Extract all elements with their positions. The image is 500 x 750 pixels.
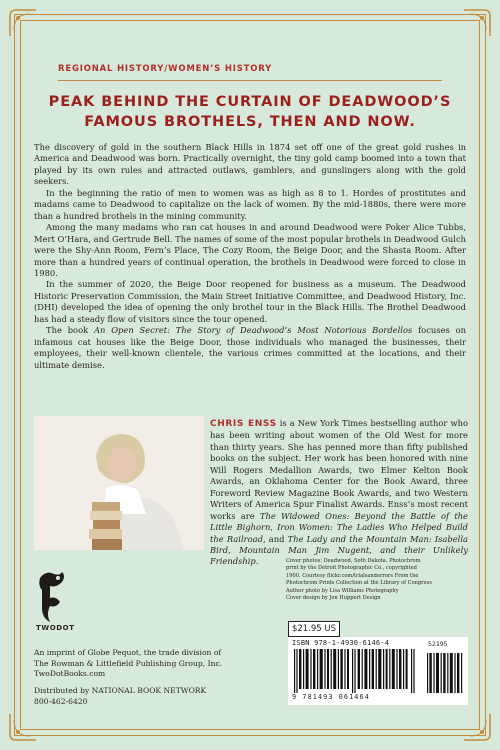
text: .	[255, 556, 259, 567]
imprint-line: The Rowman & Littlefield Publishing Group, Inc.	[34, 658, 223, 668]
book-title: Iron Women: The Ladies Who Helped Build the Railroad	[210, 522, 468, 544]
credit-line: Author photo by Lisa Williams Photography	[286, 587, 399, 594]
credit-line: Cover photos: Deadwood, Soth Dakota. Photochrom	[286, 558, 421, 564]
credit-line: print by the Detroit Photographic Co., copyrighted	[286, 565, 417, 572]
website: TwoDotBooks.com	[34, 669, 106, 678]
text: ,	[270, 522, 278, 533]
publisher-logo-icon	[34, 568, 114, 628]
corner-ornament-icon	[462, 8, 492, 38]
divider	[58, 80, 442, 81]
book-title: The Lady and the Mountain Man: Isabella Bird, Mountain Man Jim Nugent, and their Unlikely Friendship	[210, 533, 468, 567]
book-title: The Widowed Ones: Beyond the Battle of the Little Bighorn	[210, 510, 468, 533]
price-label: $21.95 US	[288, 621, 340, 637]
barcode-digits: 9 781493 061464	[292, 693, 370, 701]
paragraph: The discovery of gold in the southern Black Hills in 1874 set off one of the great gold rushes in America and Deadwood was born. Practically overnight, the tiny gold camp boomed into a town that played by its own rules and attracted outlaws, gamblers, and gunslingers along with the gold seekers.	[34, 142, 466, 187]
description	[34, 142, 466, 371]
price-addon-code: 52195	[428, 640, 448, 648]
headline-line: FAMOUS BROTHELS, THEN AND NOW.	[84, 114, 416, 130]
credit-line: Cover design by Jen Huppert Design	[286, 595, 381, 602]
text: is a New York Times bestselling author who has been writing about women of the Old West for more than thirty years. She has penned more than fifty published books on the subject. Her work has been honored with nine Will Rogers Medallion Awards, two Elmer Kelton Book Awards, an Oklahoma Center for the Book Award, three Foreword Review Magazine Book Awards, and two Western Writers of America Spur Finalist Awards. Enss’s most recent works are	[210, 418, 469, 521]
paragraph: Among the many madams who ran cat houses in and around Deadwood were Poker Alice Tubbs, Mert O’Hara, and Gertrude Bell. The names of some of the most popular brothels in Deadwood Gulch were the Shy-Ann Room, Fern’s Place, The Cozy Room, the Beige Door, and the Shasta Room. After more than a hundred years of continual operation, the brothels in Deadwood were forced to close in 1980.	[34, 222, 466, 278]
headline-line: PEAK BEHIND THE CURTAIN OF DEADWOOD’S	[48, 94, 452, 110]
text: The book	[46, 325, 94, 336]
paragraph: In the summer of 2020, the Beige Door reopened for business as a museum. The Deadwood Historic Preservation Commission, the Main Street Initiative Committee, and Deadwood History, Inc. (DHI) developed the idea of opening the only brothel tour in the Black Hills. The Brothel Deadwood has had a steady flow of visitors since the tour opened.	[34, 279, 466, 324]
author-name: CHRIS ENSS	[210, 419, 277, 429]
text: focuses on infamous cat houses like the Beige Door, those individuals who managed the businesses, their employees, their well-known clientele, the various crimes committed at the locations, and their ultimate demise.	[34, 325, 466, 370]
imprint-line: An imprint of Globe Pequot, the trade division of	[34, 648, 222, 657]
book-title: An Open Secret: The Story of Deadwood’s Most Notorious Bordellos	[93, 325, 413, 336]
author-photo	[34, 416, 204, 550]
distributor-line: Distributed by NATIONAL BOOK NETWORK	[34, 686, 207, 695]
corner-ornament-icon	[462, 712, 492, 742]
isbn-number: ISBN 978-1-4930-6146-4	[292, 639, 390, 647]
category-label: REGIONAL HISTORY/WOMEN’S HISTORY	[58, 64, 273, 74]
barcode	[288, 637, 468, 705]
author-bio	[210, 418, 468, 568]
paragraph: In the beginning the ratio of men to women was as high as 8 to 1. Hordes of prostitutes and madams came to Deadwood to capitalize on the lack of women. By the mid-1880s, there were more than a hundred brothels in the mining community.	[34, 187, 466, 221]
phone-number: 800-462-6420	[34, 696, 88, 706]
cover-credits	[286, 558, 468, 602]
corner-ornament-icon	[8, 8, 38, 38]
paragraph	[34, 325, 466, 371]
credit-line: Photochrom Prints Collection at the Library of Congress	[286, 580, 432, 587]
barcode-bars	[292, 649, 420, 693]
addon-bars	[426, 649, 464, 693]
credit-line: 1900. Courtesy flickr.com/trialsanderrors From the	[286, 572, 419, 579]
corner-ornament-icon	[8, 712, 38, 742]
publisher-name: TWODOT	[36, 624, 75, 632]
text: , and	[262, 533, 288, 544]
imprint-info	[34, 648, 234, 680]
headline	[40, 92, 460, 132]
distributor-info	[34, 686, 234, 707]
